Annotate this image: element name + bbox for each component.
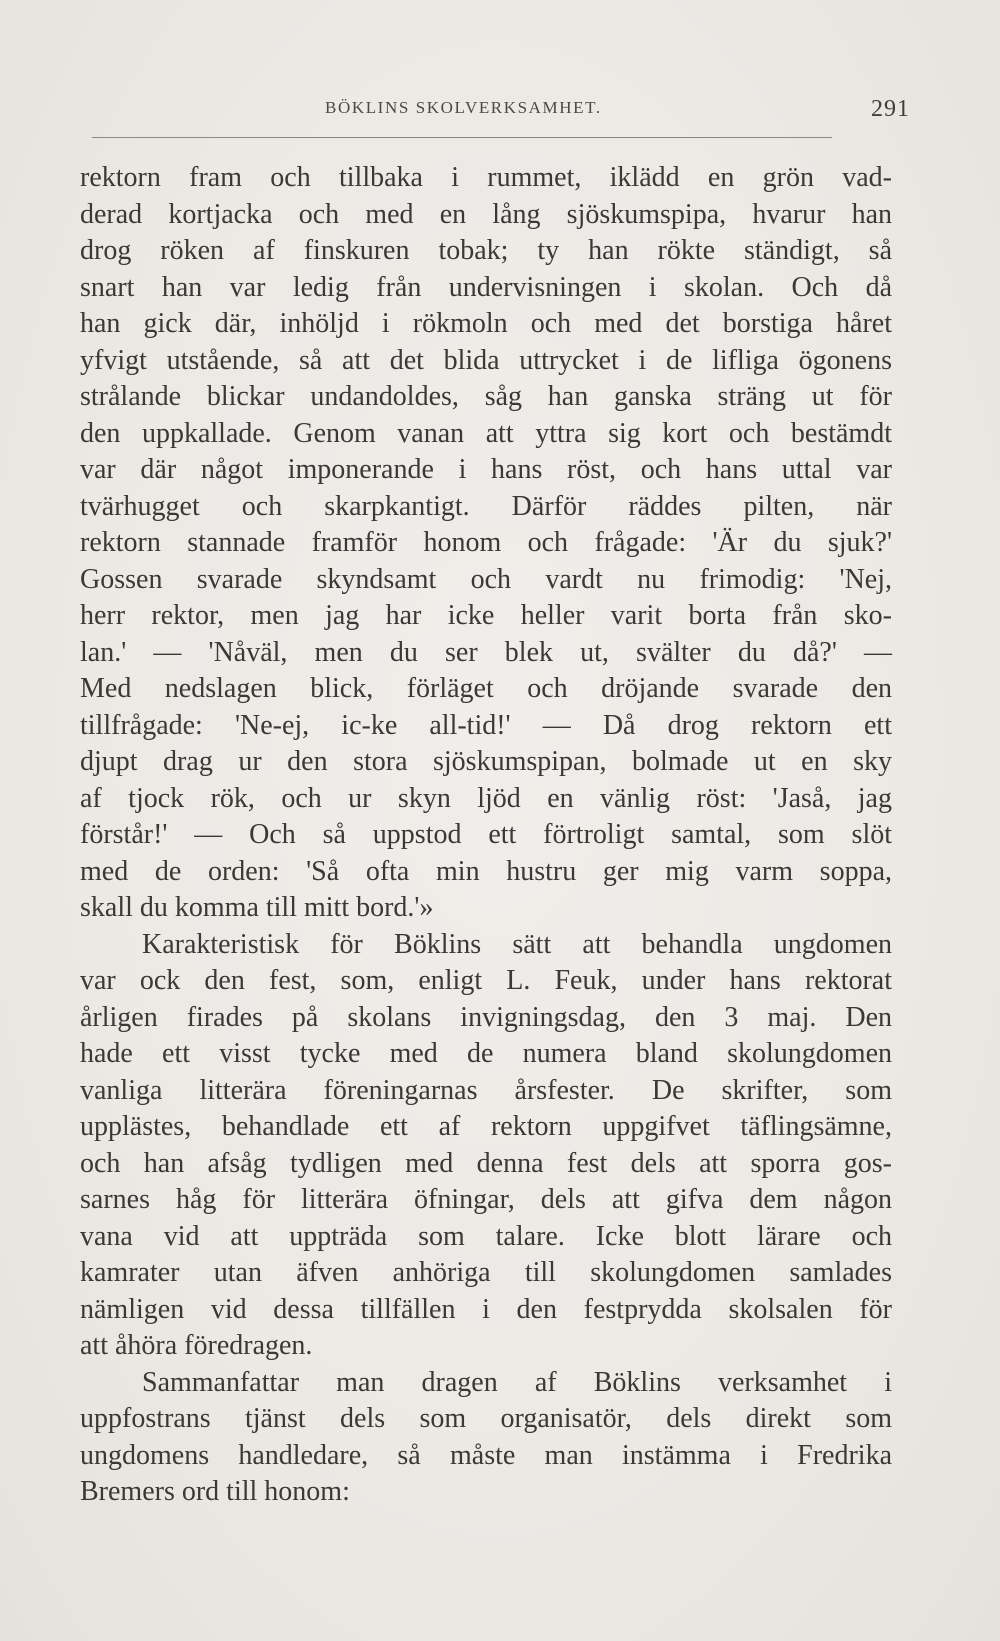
text-line: tvärhugget och skarpkantigt. Därför räddes pilten, när bbox=[80, 490, 892, 522]
text-line: strålande blickar undandoldes, såg han ganska sträng ut för bbox=[80, 381, 892, 412]
text-line: Med nedslagen blick, förläget och dröjande svarade den bbox=[80, 673, 892, 704]
text-line: Gossen svarade skyndsamt och vardt nu frimodig: 'Nej, bbox=[80, 563, 892, 595]
text-line: vana vid att uppträda som talare. Icke blott lärare och bbox=[80, 1220, 892, 1252]
text-line: yfvigt utstående, så att det blida uttrycket i de lifliga ögonens bbox=[80, 344, 892, 376]
text-line: uppfostrans tjänst dels som organisatör, dels direkt som bbox=[80, 1403, 892, 1434]
text-line: upplästes, behandlade ett af rektorn uppgifvet täflingsämne, bbox=[80, 1111, 892, 1142]
text-line: den uppkallade. Genom vanan att yttra sig kort och bestämdt bbox=[80, 417, 892, 449]
text-line: rektorn fram och tillbaka i rummet, iklädd en grön vad- bbox=[80, 162, 892, 193]
text-line: årligen firades på skolans invigningsdag, den 3 maj. Den bbox=[80, 1001, 892, 1033]
text-line: herr rektor, men jag har icke heller varit borta från sko- bbox=[80, 600, 892, 631]
paragraph-start-line: Karakteristisk för Böklins sätt att behandla ungdomen bbox=[142, 928, 892, 960]
body-text bbox=[80, 160, 892, 1511]
text-line: drog röken af finskuren tobak; ty han rökte ständigt, så bbox=[80, 235, 892, 266]
text-line: med de orden: 'Så ofta min hustru ger mig varm soppa, bbox=[80, 855, 892, 887]
text-line: rektorn stannade framför honom och frågade: 'Är du sjuk?' bbox=[80, 527, 892, 558]
text-line: tillfrågade: 'Ne-ej, ic-ke all-tid!' — Då drog rektorn ett bbox=[80, 709, 892, 741]
text-line: snart han var ledig från undervisningen i skolan. Och då bbox=[80, 271, 892, 303]
paragraph-start-line: Sammanfattar man dragen af Böklins verksamhet i bbox=[142, 1366, 892, 1398]
paragraph-end-line: skall du komma till mitt bord.'» bbox=[80, 892, 434, 923]
text-line: och han afsåg tydligen med denna fest dels att sporra gos- bbox=[80, 1147, 892, 1179]
text-line: hade ett visst tycke med de numera bland skolungdomen bbox=[80, 1038, 892, 1069]
text-line: ungdomens handledare, så måste man instämma i Fredrika bbox=[80, 1439, 892, 1471]
text-line: nämligen vid dessa tillfällen i den festprydda skolsalen för bbox=[80, 1293, 892, 1325]
text-line: förstår!' — Och så uppstod ett förtroligt samtal, som slöt bbox=[80, 819, 892, 850]
text-line: derad kortjacka och med en lång sjöskumspipa, hvarur han bbox=[80, 198, 892, 230]
page-number: 291 bbox=[871, 96, 910, 122]
paragraph-end-line: att åhöra föredragen. bbox=[80, 1330, 313, 1361]
header-rule bbox=[92, 137, 832, 138]
text-line: han gick där, inhöljd i rökmoln och med det borstiga håret bbox=[80, 308, 892, 339]
text-line: sarnes håg för litterära öfningar, dels att gifva dem någon bbox=[80, 1184, 892, 1215]
page-header bbox=[90, 96, 910, 132]
text-line: af tjock rök, och ur skyn ljöd en vänlig röst: 'Jaså, jag bbox=[80, 782, 892, 814]
text-line: lan.' — 'Nåväl, men du ser blek ut, svälter du då?' — bbox=[80, 636, 892, 668]
text-line: var där något imponerande i hans röst, och hans uttal var bbox=[80, 454, 892, 485]
text-line: djupt drag ur den stora sjöskumspipan, bolmade ut en sky bbox=[80, 746, 892, 777]
text-line: vanliga litterära föreningarnas årsfester. De skrifter, som bbox=[80, 1074, 892, 1106]
paragraph-end-line: Bremers ord till honom: bbox=[80, 1476, 350, 1507]
running-head: BÖKLINS SKOLVERKSAMHET. bbox=[325, 98, 602, 117]
text-line: kamrater utan äfven anhöriga till skolungdomen samlades bbox=[80, 1257, 892, 1288]
text-line: var ock den fest, som, enligt L. Feuk, under hans rektorat bbox=[80, 965, 892, 996]
